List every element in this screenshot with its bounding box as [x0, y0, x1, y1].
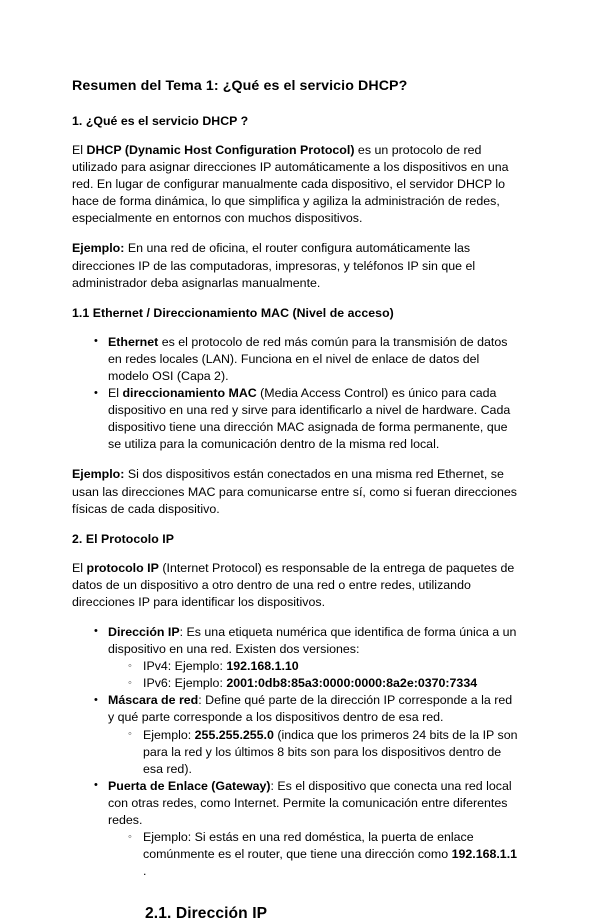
paragraph-example-dhcp [72, 240, 520, 291]
list-item [72, 624, 520, 692]
section-heading-1: 1. ¿Qué es el servicio DHCP ? [72, 114, 249, 128]
dhcp-term: DHCP (Dynamic Host Configuration Protocol) [86, 143, 355, 157]
example-text-dhcp: En una red de oficina, el router configura automáticamente las direcciones IP de las computadoras, impresoras, y teléfonos IP sin que el administrador deba asignarlas manualmente. [72, 241, 476, 290]
section-heading-1-1: 1.1 Ethernet / Direccionamiento MAC (Nivel de acceso) [72, 305, 394, 320]
ethernet-description: es el protocolo de red más común para la transmisión de datos en redes locales (LAN). Funciona en el nivel de enlace de datos del modelo OSI (Capa 2). [108, 334, 508, 383]
list-item [108, 675, 520, 692]
paragraph-ip-definition [72, 560, 520, 611]
sublist-gateway-example [108, 829, 520, 880]
example-text-mac: Si dos dispositivos están conectados en una misma red Ethernet, se usan las direcciones MAC para comunicarse entre sí, como si fueran direcciones físicas de cada dispositivo. [72, 467, 517, 516]
page-title: Resumen del Tema 1: ¿Qué es el servicio DHCP? [72, 78, 408, 94]
description-puerta-de-enlace: : Es el dispositivo que conecta una red local con otras redes, como Internet. Permite la comunicación entre diferentes redes. [108, 778, 512, 827]
list-item [108, 727, 520, 778]
ip-term: protocolo IP [86, 560, 159, 575]
list-ip-concepts [72, 624, 520, 880]
example-label-dhcp: Ejemplo: [72, 241, 125, 256]
gateway-example-tail: . [143, 864, 147, 879]
ipv6-value: 2001:0db8:85a3:0000:0000:8a2e:0370:7334 [226, 676, 478, 691]
list-item [108, 829, 520, 880]
ethernet-term: Ethernet [108, 334, 159, 349]
sublist-ip-versions [108, 658, 520, 692]
list-item [72, 334, 520, 385]
description-mascara-de-red: : Define qué parte de la dirección IP corresponde a la red y qué parte corresponde a los dispositivos dentro de esa red. [108, 693, 513, 725]
gateway-example-label: Ejemplo: Si estás en una red doméstica, la puerta de enlace comúnmente es el router, que tiene una dirección como [143, 830, 474, 862]
mac-description: (Media Access Control) es único para cada dispositivo en una red y sirve para identificarlo a nivel de hardware. Cada dispositivo tiene una dirección MAC asignada de forma permanente, que se utiliza para la comunicación dentro de la misma red local. [108, 386, 511, 452]
ipv4-value: 192.168.1.10 [226, 659, 299, 674]
list-item [72, 385, 520, 453]
dhcp-lead-text: El [72, 143, 87, 157]
gateway-value: 192.168.1.1 [451, 847, 518, 862]
dhcp-rest-text: es un protocolo de red utilizado para asignar direcciones IP automáticamente a los dispositivos en una red. En lugar de configurar manualmente cada dispositivo, el servidor DHCP lo hace de forma dinámica, lo que simplifica y agiliza la administración de redes, especialmente en entornos con muchos dispositivos. [72, 143, 509, 226]
mac-lead-text: El [108, 386, 123, 401]
paragraph-example-mac [72, 466, 520, 517]
term-mascara-de-red: Máscara de red [108, 693, 199, 708]
ipv6-label: IPv6: Ejemplo: [143, 676, 227, 691]
list-ethernet-mac [72, 334, 520, 454]
paragraph-dhcp-definition [72, 142, 520, 227]
ipv4-label: IPv4: Ejemplo: [143, 659, 227, 674]
term-puerta-de-enlace: Puerta de Enlace (Gateway) [108, 778, 271, 793]
term-direccion-ip: Dirección IP [108, 624, 180, 639]
example-label-mac: Ejemplo: [72, 467, 125, 482]
sublist-mascara-example [108, 727, 520, 778]
list-item [72, 692, 520, 777]
section-heading-2: 2. El Protocolo IP [72, 531, 175, 546]
netmask-example-label: Ejemplo: [143, 727, 195, 742]
section-heading-2-1: 2.1. Dirección IP [145, 905, 268, 923]
netmask-example-tail: (indica que los primeros 24 bits de la IP son para la red y los últimos 8 bits son para los dispositivos dentro de esa red). [143, 727, 518, 776]
ip-lead-text: El [72, 560, 87, 575]
netmask-value: 255.255.255.0 [194, 727, 274, 742]
list-item [108, 658, 520, 675]
ip-rest-text: (Internet Protocol) es responsable de la entrega de paquetes de datos de un dispositivo a otro dentro de una red o entre redes, utilizando direcciones IP para identificar los dispositivos. [72, 560, 515, 609]
list-item [72, 778, 520, 881]
mac-term: direccionamiento MAC [122, 386, 257, 401]
description-direccion-ip: : Es una etiqueta numérica que identifica de forma única a un dispositivo en una red. Existen dos versiones: [108, 624, 517, 657]
